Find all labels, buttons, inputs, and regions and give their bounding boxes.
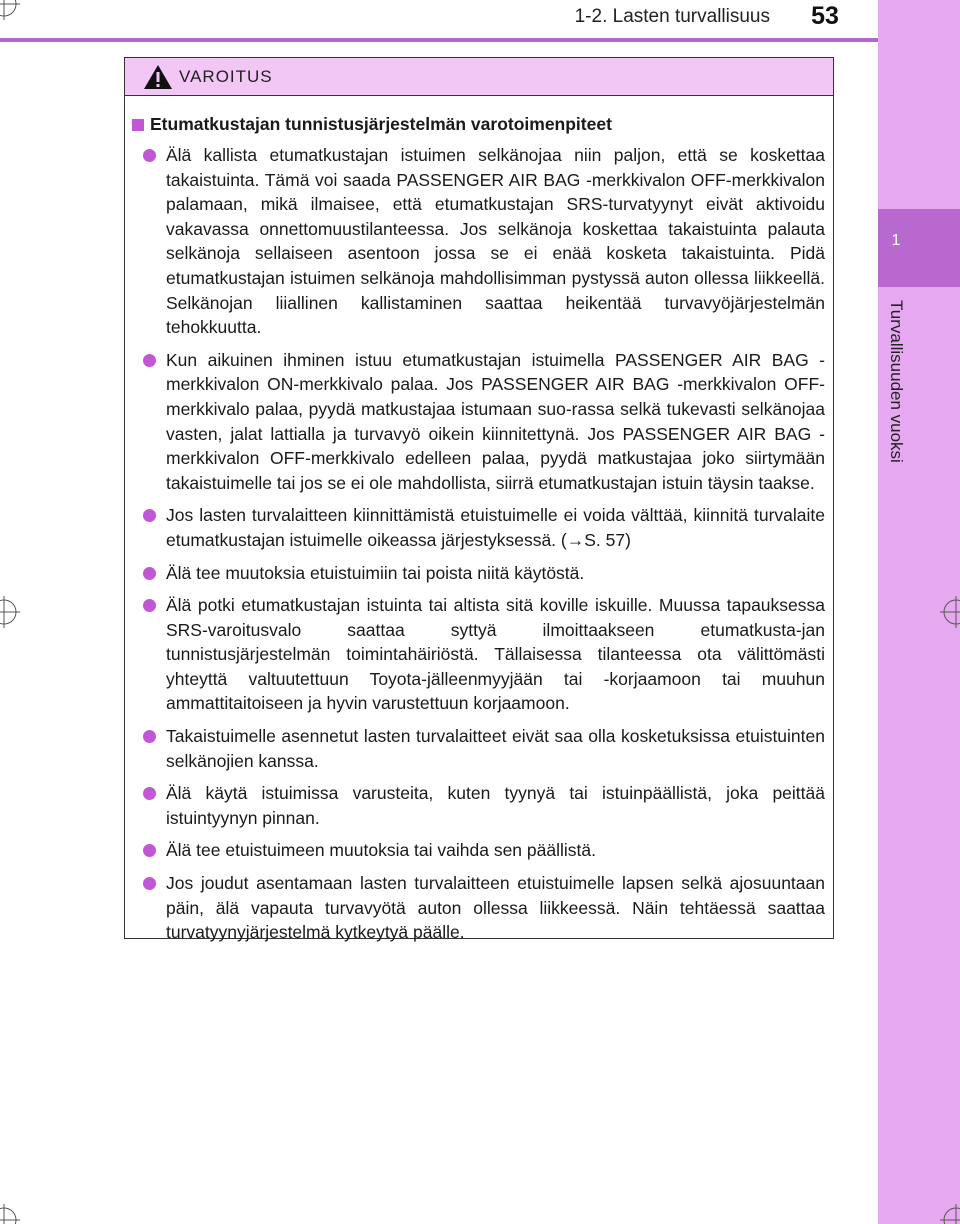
- page-number: 53: [811, 2, 839, 30]
- section-heading-text: Etumatkustajan tunnistusjärjestelmän varotoimenpiteet: [150, 114, 612, 134]
- bullet-dot-icon: [143, 844, 156, 857]
- warning-item: [132, 871, 825, 945]
- warning-label: VAROITUS: [179, 66, 273, 86]
- chapter-number: 1: [891, 232, 901, 249]
- chapter-label: Turvallisuuden vuoksi: [887, 300, 906, 463]
- bullet-dot-icon: [143, 149, 156, 162]
- bullet-dot-icon: [143, 877, 156, 890]
- warning-triangle-icon: [143, 64, 173, 90]
- bullet-dot-icon: [143, 787, 156, 800]
- warning-item-text: Älä tee etuistuimeen muutoksia tai vaihda sen päällistä.: [166, 840, 596, 861]
- warning-item-text: Älä kallista etumatkustajan istuimen selkänojaa niin paljon, että se koskettaa takaistuinta. Tämä voi saada PASSENGER AIR BAG -merkkivalon OFF-merkkivalon palamaan, mikä ilmaisee, että etumatkustajan SRS-turvatyynyt eivät aktivoidu vakavassa onnettomuustilanteessa. Jos selkänoja koskettaa takaistuinta palauta selkänoja sellaiseen asentoon jossa se ei enää kosketa takaistuinta. Pidä etumatkustajan istuimen selkänoja mahdollisimman pystyssä auton ollessa liikkeellä. Selkänojan liiallinen kallistaminen saattaa heikentää turvavyöjärjestelmän tehokkuutta.: [166, 145, 825, 338]
- warning-item-text: Älä käytä istuimissa varusteita, kuten tyynyä tai istuinpäällistä, joka peittää istuintyynyn pinnan.: [166, 783, 825, 828]
- warning-item-text: Jos joudut asentamaan lasten turvalaitteen etuistuimelle lapsen selkä ajosuuntaan päin, älä vapauta turvavyötä auton ollessa liikkeessä. Näin tehtäessä saattaa turvatyynyjärjestelmä kytkeytyä päälle.: [166, 873, 825, 943]
- bullet-dot-icon: [143, 730, 156, 743]
- square-bullet-icon: [132, 119, 144, 131]
- warning-item: [132, 561, 825, 586]
- warning-item: [132, 503, 825, 552]
- bullet-dot-icon: [143, 567, 156, 580]
- section-title: 1-2. Lasten turvallisuus: [574, 6, 770, 27]
- warning-item: [132, 724, 825, 773]
- crop-mark-bottom-left: [0, 1204, 20, 1224]
- crop-mark-top-left: [0, 0, 20, 20]
- warning-item-text: Takaistuimelle asennetut lasten turvalaitteet eivät saa olla kosketuksissa etuistuinten selkänojien kanssa.: [166, 726, 825, 771]
- warning-item: [132, 838, 825, 863]
- crop-mark-bottom-right: [940, 1204, 960, 1224]
- warning-item-text: Kun aikuinen ihminen istuu etumatkustajan istuimella PASSENGER AIR BAG -merkkivalon ON-merkkivalo palaa. Jos PASSENGER AIR BAG -merkkivalon OFF-merkkivalo palaa, pyydä matkustajaa istumaan suo-rassa selkä tukevasti selkänojaa vasten, jalat lattialla ja turvavyö oikein kiinnitettynä. Jos PASSENGER AIR BAG -merkkivalon OFF-merkkivalo edelleen palaa, pyydä matkustajaa joko siirtymään takaistuimelle tai jos se ei ole mahdollista, siirrä etumatkustajan istuin täysin taakse.: [166, 349, 825, 493]
- warning-header: [125, 58, 833, 96]
- warning-box: [124, 57, 834, 943]
- warning-item: [132, 143, 825, 340]
- bullet-dot-icon: [143, 354, 156, 367]
- section-heading: [132, 114, 825, 135]
- crop-mark-right-middle: [940, 592, 960, 632]
- warning-item: [132, 593, 825, 716]
- warning-item: [132, 348, 825, 496]
- warning-body: [125, 96, 833, 945]
- warning-item-text: Älä tee muutoksia etuistuimiin tai poista niitä käytöstä.: [166, 562, 585, 583]
- warning-item: [132, 781, 825, 830]
- crop-mark-left-middle: [0, 592, 20, 632]
- warning-item-text: Älä potki etumatkustajan istuinta tai altista sitä koville iskuille. Muussa tapauksessa SRS-varoitusvalo saattaa syttyä ilmoittaakseen etumatkusta-jan tunnistusjärjestelmän toimintahäiriöstä. Tällaisessa tilanteessa ota välittömästi yhteyttä valtuutettuun Toyota-jälleenmyyjään tai -korjaamoon tai muuhun ammattitaitoiseen ja hyvin varustettuun korjaamoon.: [166, 595, 825, 714]
- warning-item-text: Jos lasten turvalaitteen kiinnittämistä etuistuimelle ei voida välttää, kiinnitä turvalaite etumatkustajan istuimelle oikeassa järjestyksessä. (→S. 57): [166, 505, 825, 550]
- bullet-dot-icon: [143, 599, 156, 612]
- header-rule: [0, 38, 878, 42]
- bullet-dot-icon: [143, 509, 156, 522]
